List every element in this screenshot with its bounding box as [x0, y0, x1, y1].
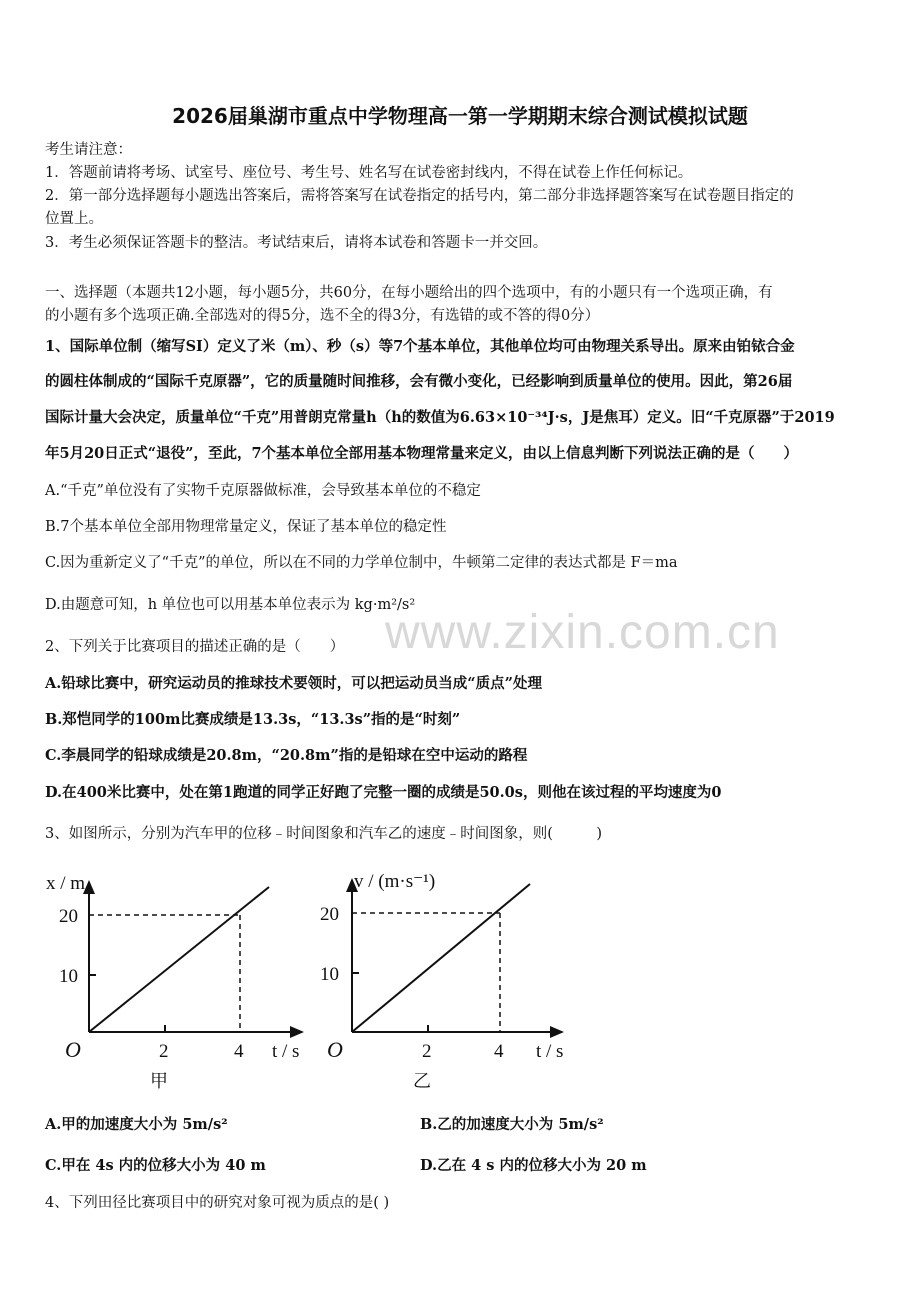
tick-label: 20 [320, 904, 339, 925]
tick-label: 10 [59, 966, 78, 987]
q3-option-b: B.乙的加速度大小为 5m/s² [420, 1116, 604, 1133]
origin-label: O [327, 1037, 343, 1062]
q2-option-d: D.在400米比赛中，处在第1跑道的同学正好跑了完整一圈的成绩是50.0s，则他在该过程的平均速度为0 [45, 784, 722, 801]
section-heading: 的小题有多个选项正确.全部选对的得5分，选不全的得3分，有选错的或不答的得0分） [45, 308, 600, 324]
tick-label: 4 [494, 1041, 504, 1062]
notice-item: 1．答题前请将考场、试室号、座位号、考生号、姓名写在试卷密封线内，不得在试卷上作任何标记。 [45, 165, 693, 181]
q3-option-d: D.乙在 4 s 内的位移大小为 20 m [420, 1157, 647, 1174]
watermark: www.zixin.com.cn [385, 606, 780, 659]
tick-label: 10 [320, 964, 339, 985]
graph-jia-ylabel: x / m [46, 873, 86, 894]
origin-label: O [65, 1037, 81, 1062]
tick-label: 4 [234, 1041, 244, 1062]
q3-stem: 3、如图所示，分别为汽车甲的位移﹣时间图象和汽车乙的速度﹣时间图象，则( ) [45, 826, 603, 842]
graph-yi-xlabel: t / s [536, 1041, 564, 1062]
tick-label: 2 [422, 1041, 432, 1062]
q1-option-a: A.“千克”单位没有了实物千克原器做标准，会导致基本单位的不稳定 [45, 483, 481, 499]
tick-label: 2 [159, 1041, 169, 1062]
notice-item: 3．考生必须保证答题卡的整洁。考试结束后，请将本试卷和答题卡一并交回。 [45, 235, 548, 251]
notice-heading: 考生请注意： [45, 142, 132, 158]
notice-item: 2．第一部分选择题每小题选出答案后，需将答案写在试卷指定的括号内，第二部分非选择题答案写在试卷题目指定的 [45, 188, 794, 204]
graph-yi [352, 880, 562, 1032]
notice-item: 位置上。 [45, 211, 103, 227]
section-heading: 一、选择题（本题共12小题，每小题5分，共60分，在每小题给出的四个选项中，有的小题只有一个选项正确，有 [45, 285, 773, 301]
page-title: 2026届巢湖市重点中学物理高一第一学期期末综合测试模拟试题 [172, 104, 748, 128]
q2-option-b: B.郑恺同学的100m比赛成绩是13.3s，“13.3s”指的是“时刻” [45, 711, 461, 728]
q2-option-c: C.李晨同学的铅球成绩是20.8m，“20.8m”指的是铅球在空中运动的路程 [45, 747, 528, 764]
q3-option-c: C.甲在 4s 内的位移大小为 40 m [45, 1157, 266, 1174]
q1-stem: 1、国际单位制（缩写SI）定义了米（m）、秒（s）等7个基本单位，其他单位均可由物理关系导出。原来由铂铱合金 [45, 338, 795, 355]
q4-stem: 4、下列田径比赛项目中的研究对象可视为质点的是( ) [45, 1195, 390, 1211]
graph-jia [89, 882, 302, 1032]
graph-yi-ylabel: v / (m·s⁻¹) [354, 871, 436, 892]
graph-jia-xlabel: t / s [272, 1041, 300, 1062]
q1-stem: 年5月20日正式“退役”，至此，7个基本单位全部用基本物理常量来定义，由以上信息判断下列说法正确的是（ ） [45, 445, 799, 462]
q2-option-a: A.铅球比赛中，研究运动员的推球技术要领时，可以把运动员当成“质点”处理 [45, 675, 542, 692]
tick-label: 20 [59, 906, 78, 927]
q2-stem: 2、下列关于比赛项目的描述正确的是（ ） [45, 639, 345, 655]
q1-stem: 国际计量大会决定，质量单位“千克”用普朗克常量h（h的数值为6.63×10⁻³⁴J·s，J是焦耳）定义。旧“千克原器”于2019 [45, 409, 835, 426]
q1-option-c: C.因为重新定义了“千克”的单位，所以在不同的力学单位制中，牛顿第二定律的表达式都是 F＝ma [45, 555, 678, 571]
q1-option-d: D.由题意可知，h 单位也可以用基本单位表示为 kg·m²/s² [45, 597, 416, 613]
graph-jia-caption: 甲 [150, 1071, 168, 1091]
q3-option-a: A.甲的加速度大小为 5m/s² [45, 1116, 228, 1133]
q1-option-b: B.7个基本单位全部用物理常量定义，保证了基本单位的稳定性 [45, 519, 447, 535]
graph-yi-caption: 乙 [413, 1071, 431, 1091]
q1-stem: 的圆柱体制成的“国际千克原器”，它的质量随时间推移，会有微小变化，已经影响到质量单位的使用。因此，第26届 [45, 373, 793, 390]
